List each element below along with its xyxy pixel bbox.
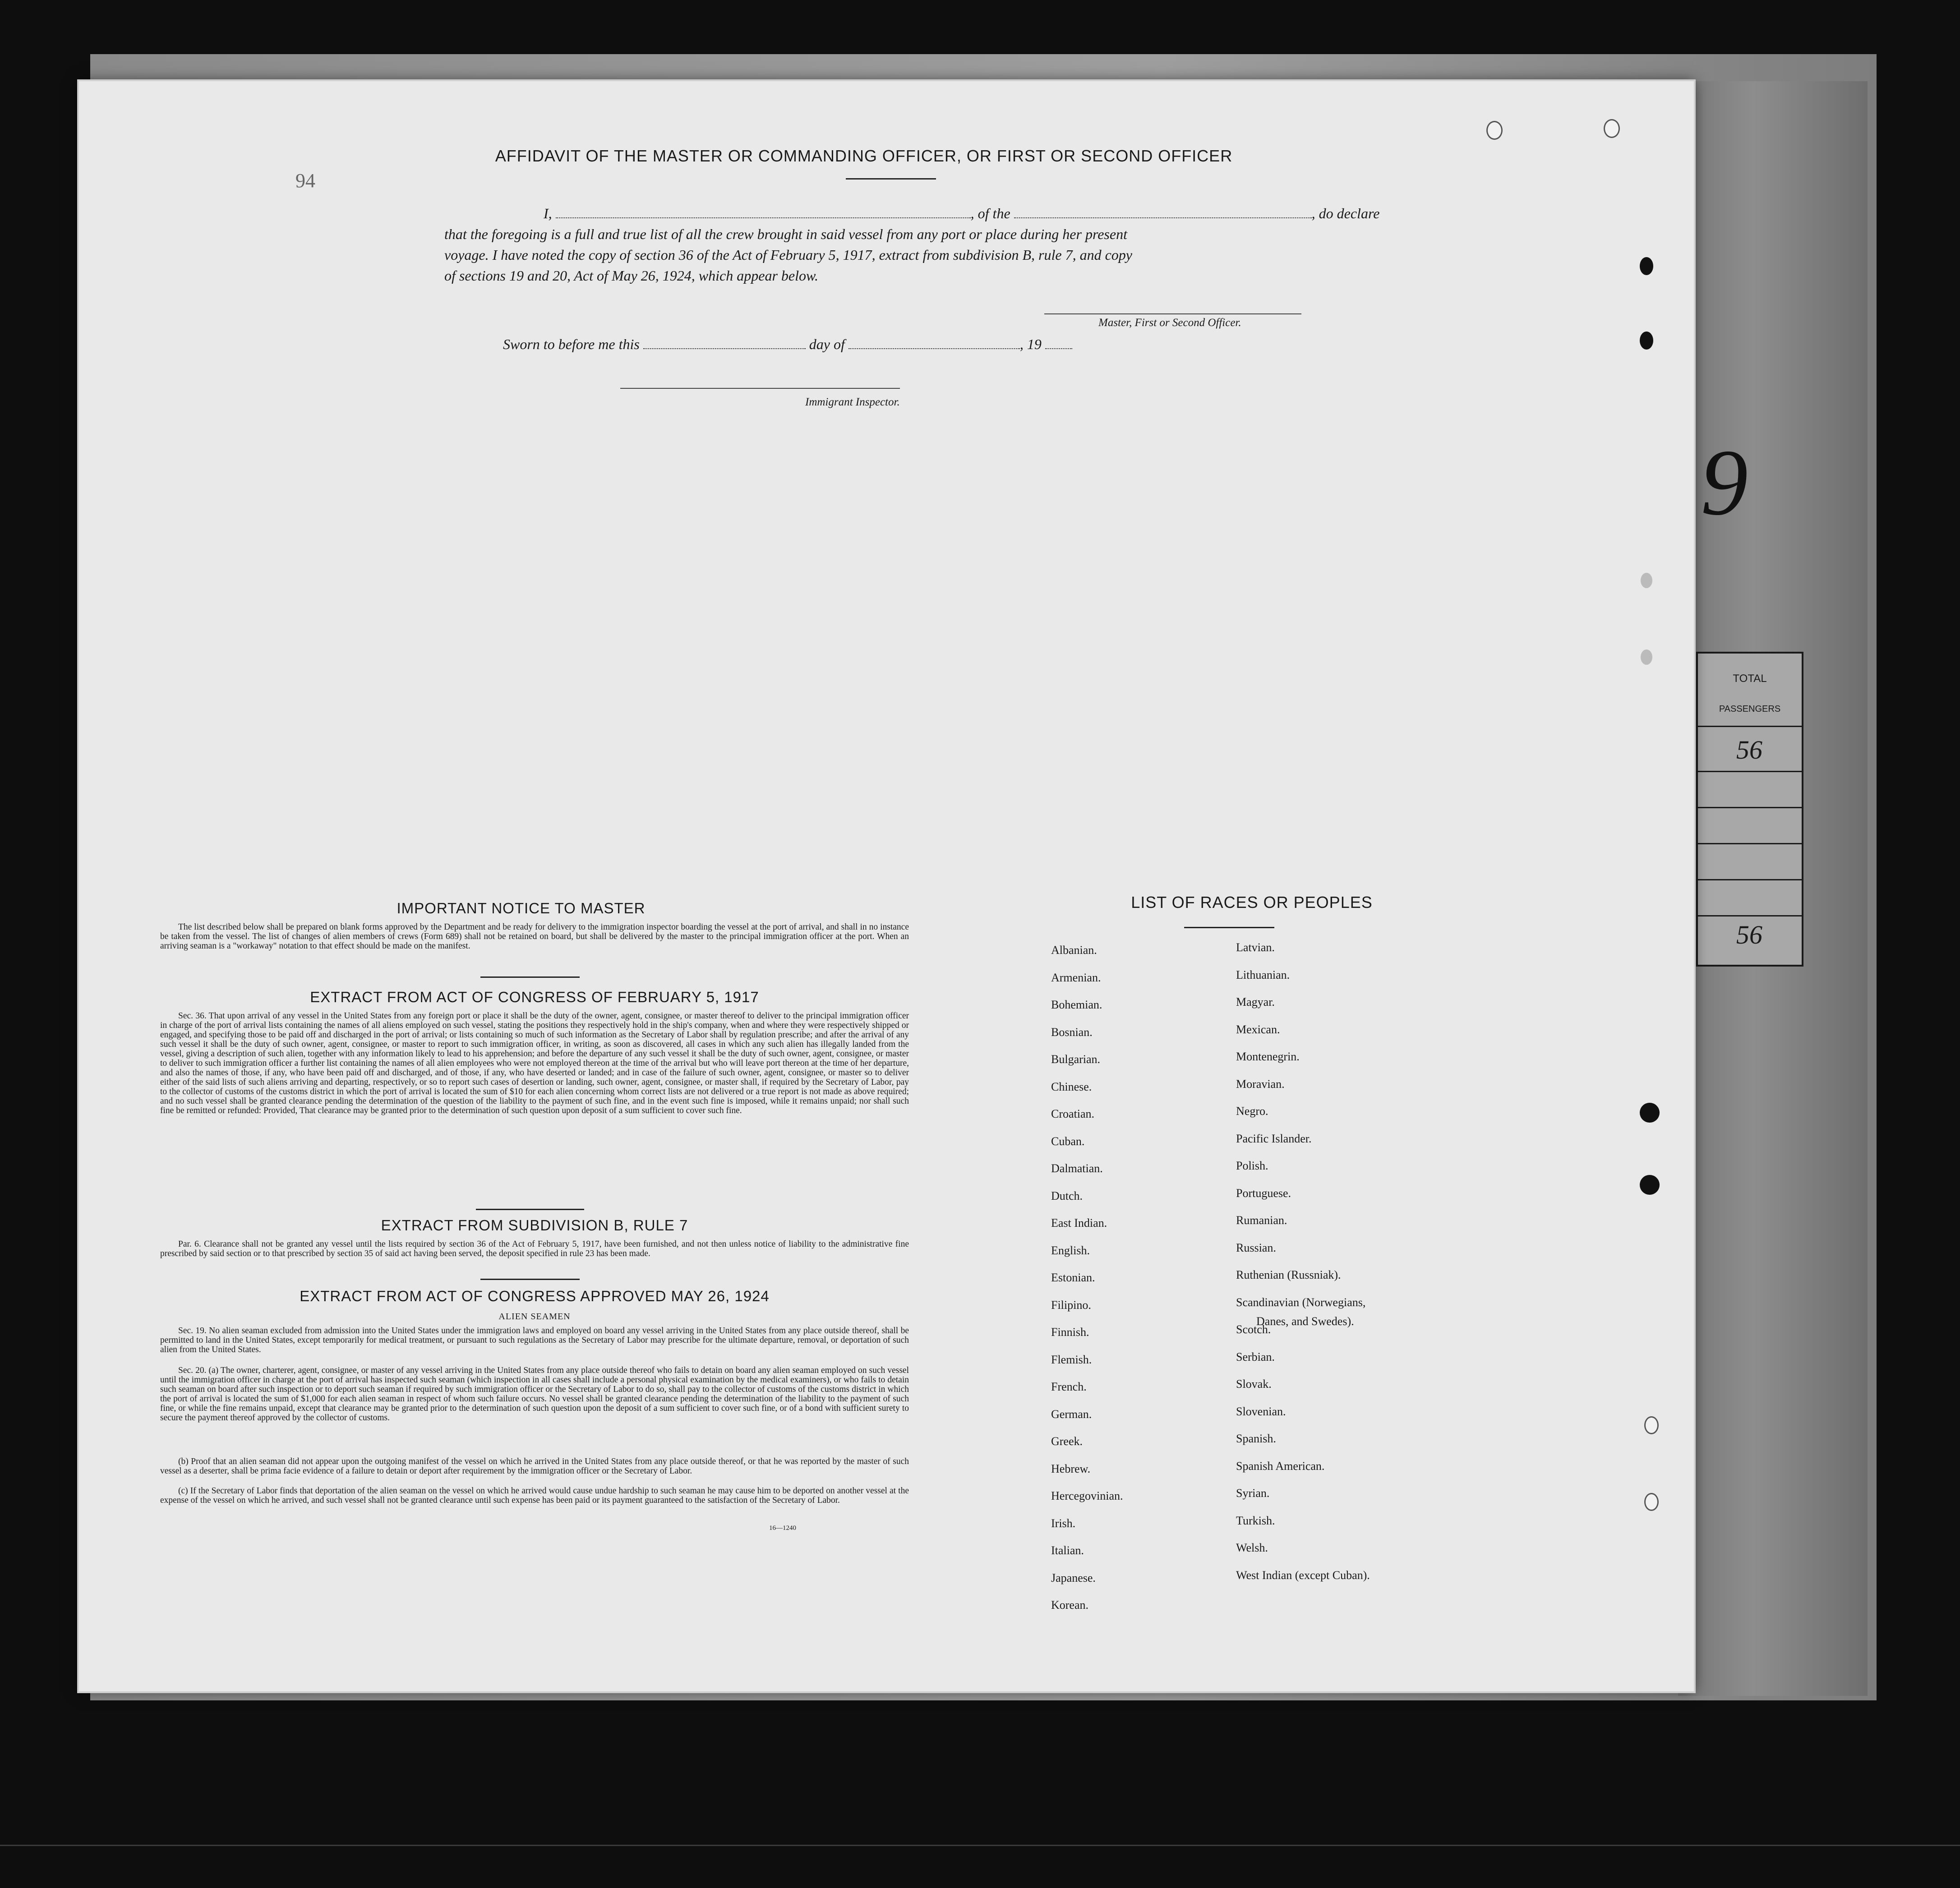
punch-hole	[1604, 119, 1620, 138]
day-of-label: day of	[809, 336, 845, 352]
total-passengers-table	[1696, 652, 1803, 967]
sworn-year-blank	[1045, 336, 1072, 349]
extract-1917-divider	[476, 1209, 584, 1210]
extract-1924-sec19: Sec. 19. No alien seaman excluded from admission into the United States under the immigration laws and employed on board any vessel arriving in the United States from any place outside thereof, shall be permitted to land in the United States, except temporarily for medical treatment, or pursuant to such regulations as the Secretary of Labor may prescribe for the ultimate departure, removal, or deportation of such alien from the United States.	[160, 1326, 909, 1354]
race-item: Slovenian.	[1236, 1404, 1286, 1418]
table-rule	[1698, 807, 1802, 808]
officer-name-blank	[556, 206, 971, 218]
race-item: Portuguese.	[1236, 1186, 1291, 1200]
extract-1924-sec20c: (c) If the Secretary of Labor finds that deportation of the alien seaman on the vessel on which he arrived would cause undue hardship to such seaman he may cause him to be deported on another vessel at the expense of the vessel on which he arrived, and such vessel shall not be granted clearance until such expense has been paid or its payment guaranteed to the satisfaction of the Secretary of Labor.	[160, 1486, 909, 1505]
extract-1924-title: EXTRACT FROM ACT OF CONGRESS APPROVED MAY 26, 1924	[300, 1288, 770, 1304]
race-item: Spanish American.	[1236, 1459, 1325, 1473]
master-signature-label: Master, First or Second Officer.	[1098, 317, 1241, 329]
affidavit-line4: of sections 19 and 20, Act of May 26, 1924, which appear below.	[444, 267, 818, 284]
punch-hole	[1641, 573, 1652, 588]
race-item: Scandinavian (Norwegians,	[1236, 1295, 1366, 1309]
total-passengers-value-top: 56	[1736, 735, 1762, 764]
race-item: Hebrew.	[1051, 1462, 1091, 1475]
master-signature-line	[1044, 313, 1301, 314]
race-item: East Indian.	[1051, 1216, 1107, 1230]
race-item: Irish.	[1051, 1516, 1076, 1530]
table-header-total: TOTAL	[1733, 672, 1767, 685]
extract-1924-sec20b: (b) Proof that an alien seaman did not appear upon the outgoing manifest of the vessel on which he arrived in the United States from any place outside thereof, or that he was reported by the master of such vessel as a deserter, shall be prima facie evidence of a failure to detain or deport after requirement by the immigration officer or the Secretary of Labor.	[160, 1457, 909, 1476]
race-item: Syrian.	[1236, 1487, 1270, 1500]
total-passengers-value-bottom: 56	[1736, 920, 1762, 949]
scan-border-line	[0, 1845, 1960, 1846]
race-item: Magyar.	[1236, 995, 1275, 1008]
affidavit-line2: that the foregoing is a full and true list of all the crew brought in said vessel from any port or place during her present	[444, 226, 1127, 242]
race-item: Latvian.	[1236, 941, 1275, 954]
punch-hole	[1640, 1175, 1660, 1195]
affidavit-page	[79, 81, 1694, 1691]
race-item: Armenian.	[1051, 971, 1101, 984]
races-title: LIST OF RACES OR PEOPLES	[1131, 893, 1373, 912]
extract-1917-title: EXTRACT FROM ACT OF CONGRESS OF FEBRUARY 5, 1917	[310, 989, 759, 1005]
race-item: German.	[1051, 1407, 1092, 1421]
race-item: Spanish.	[1236, 1432, 1276, 1445]
race-item: Albanian.	[1051, 944, 1097, 957]
race-item: Korean.	[1051, 1598, 1089, 1612]
extract-rule7-divider	[480, 1279, 580, 1280]
extract-1924-sec20a: Sec. 20. (a) The owner, charterer, agent, consignee, or master of any vessel arriving in the United States from any place outside thereof who fails to detain on board any alien seaman employed on such vessel until the immigration officer in charge at the port of arrival has inspected such seaman (which inspection in all cases shall include a personal physical examination by the medical examiners), or who fails to detain such seaman on board after such inspection or to deport such seaman if required by such immigration officer or the Secretary of Labor to do so, shall pay to the collector of customs of the customs district in which the port of arrival is located the sum of $1,000 for each alien seaman in respect of whom such failure occurs. No vessel shall be granted clearance pending the determination of the liability to the payment of such fine, or while the fine remains unpaid, except that clearance may be granted prior to the determination of such question upon the deposit of a sum sufficient to cover such fine, or of a bond with sufficient surety to secure the payment thereof approved by the collector of customs.	[160, 1366, 909, 1423]
race-item: Welsh.	[1236, 1541, 1268, 1554]
race-item: French.	[1051, 1380, 1087, 1393]
sworn-month-blank	[849, 336, 1020, 349]
race-item: Scotch.	[1236, 1323, 1271, 1336]
punch-hole	[1486, 121, 1503, 140]
race-item: Hercegovinian.	[1051, 1489, 1123, 1502]
punch-hole	[1644, 1416, 1659, 1434]
table-rule	[1698, 915, 1802, 916]
race-item: Russian.	[1236, 1241, 1276, 1254]
extract-rule7-text: Par. 6. Clearance shall not be granted any vessel until the lists required by section 36 of the Act of February 5, 1917, have been furnished, and not then unless notice of liability to the administrative fine prescribed by said section or to that prescribed by section 35 of said act having been served, the deposit specified in rule 23 has been made.	[160, 1239, 909, 1258]
race-item: Croatian.	[1051, 1107, 1095, 1120]
race-item: Ruthenian (Russniak).	[1236, 1268, 1341, 1281]
punch-hole	[1640, 257, 1653, 275]
race-item: Dalmatian.	[1051, 1162, 1103, 1175]
year-label: , 19	[1019, 336, 1042, 352]
race-item: Dutch.	[1051, 1189, 1083, 1202]
table-rule	[1698, 771, 1802, 772]
extract-rule7-title: EXTRACT FROM SUBDIVISION B, RULE 7	[381, 1217, 688, 1234]
punch-hole	[1640, 332, 1653, 350]
race-item: Bohemian.	[1051, 998, 1102, 1011]
inspector-signature-line	[620, 388, 900, 389]
race-item: Turkish.	[1236, 1514, 1275, 1527]
race-item: Bosnian.	[1051, 1025, 1093, 1039]
punch-hole	[1641, 649, 1652, 665]
extract-1924-subtitle: ALIEN SEAMEN	[498, 1312, 571, 1322]
table-rule	[1698, 879, 1802, 880]
race-item: Pacific Islander.	[1236, 1132, 1312, 1145]
race-item: Rumanian.	[1236, 1214, 1287, 1227]
race-item: Estonian.	[1051, 1271, 1095, 1284]
table-rule	[1698, 843, 1802, 844]
form-number: 16—1240	[769, 1524, 796, 1532]
affidavit-title: AFFIDAVIT OF THE MASTER OR COMMANDING OFFICER, OR FIRST OR SECOND OFFICER	[495, 147, 1233, 165]
race-item: Moravian.	[1236, 1077, 1285, 1091]
race-item: Flemish.	[1051, 1353, 1092, 1366]
race-item: Serbian.	[1236, 1350, 1275, 1363]
notice-text: The list described below shall be prepared on blank forms approved by the Department and be ready for delivery to the immigration inspector boarding the vessel at the port of arrival, and shall in no instance be taken from the vessel. The list of changes of alien members of crews (Form 689) shall not be retained on board, but shall be delivered by the master to the principal immigration officer at the port. When an arriving seaman is a "workaway" notation to that effect should be made on the manifest.	[160, 922, 909, 951]
race-item: Negro.	[1236, 1105, 1268, 1118]
sworn-day-blank	[643, 336, 806, 349]
race-item: Japanese.	[1051, 1571, 1096, 1584]
affidavit-line3: voyage. I have noted the copy of section 36 of the Act of February 5, 1917, extract from subdivision B, rule 7, and copy	[444, 247, 1132, 263]
of-the-label: , of the	[970, 205, 1010, 221]
punch-hole	[1644, 1493, 1659, 1511]
affidavit-declaration-line1	[526, 203, 1414, 224]
extract-1917-text: Sec. 36. That upon arrival of any vessel in the United States from any foreign port or place it shall be the duty of the owner, agent, consignee, or master thereof to deliver to the principal immigration officer in charge of the port of arrival lists containing the names of all aliens employed on such vessel, stating the positions they respectively hold in the ship's company, when and where they were respectively shipped or engaged, and specifying those to be paid off and discharged in the port of arrival; or lists containing so much of such information as the Secretary of Labor shall by regulation prescribe; and after the arrival of any such vessel it shall be the duty of such owner, agent, consignee, or master to report to such immigration officer, in writing, as soon as discovered, all cases in which any such alien has illegally landed from the vessel, giving a description of such alien, together with any information likely to lead to his apprehension; and before the departure of any such vessel it shall be the duty of such owner, agent, consignee, or master to deliver to such immigration officer a further list containing the names of all alien employees who were not employed thereon at the time of the arrival but who will leave port thereon at the time of her departure, and also the names of those, if any, who have been paid off and discharged, and of those, if any, who have deserted or landed; and in case of the failure of such owner, agent, consignee, or master so to deliver either of the said lists of such aliens arriving and departing, respectively, or so to report such cases of desertion or landing, such owner, agent, consignee, or master shall, if required by the Secretary of Labor, pay to the collector of customs of the customs district in which the port of arrival is located the sum of $10 for each alien concerning whom correct lists are not delivered or a true report is not made as above required; and no such vessel shall be granted clearance pending the determination of the question of the liability to the payment of such fine, and in the event such fine is imposed, while it remains unpaid; nor shall such fine be remitted or refunded: Provided, That clearance may be granted prior to the determination of such question upon deposit of a sum sufficient to cover such fine.	[160, 1011, 909, 1115]
do-declare-label: , do declare	[1311, 205, 1380, 221]
handwritten-margin-number: 9	[1701, 430, 1748, 535]
race-item: Finnish.	[1051, 1326, 1089, 1339]
table-header-passengers: PASSENGERS	[1719, 704, 1781, 714]
race-item: Slovak.	[1236, 1377, 1272, 1391]
race-item: Lithuanian.	[1236, 968, 1290, 981]
corner-mark: 94	[295, 170, 315, 192]
race-item: West Indian (except Cuban).	[1236, 1568, 1370, 1582]
race-item: Cuban.	[1051, 1134, 1085, 1148]
title-underline	[846, 178, 936, 180]
races-title-underline	[1184, 927, 1274, 928]
vessel-name-blank	[1014, 206, 1312, 218]
race-item: English.	[1051, 1243, 1090, 1257]
notice-divider	[480, 976, 580, 978]
table-rule	[1698, 726, 1802, 727]
race-item: Mexican.	[1236, 1022, 1280, 1036]
sworn-line	[503, 334, 1270, 355]
race-item-scandinavian-continuation: Danes, and Swedes).	[1256, 1315, 1354, 1328]
race-item: Greek.	[1051, 1435, 1083, 1448]
i-label: I,	[544, 205, 552, 221]
race-item: Filipino.	[1051, 1298, 1091, 1312]
notice-title: IMPORTANT NOTICE TO MASTER	[397, 900, 646, 916]
race-item: Italian.	[1051, 1544, 1084, 1557]
race-item: Montenegrin.	[1236, 1050, 1300, 1063]
sworn-label: Sworn to before me this	[503, 336, 640, 352]
race-item: Bulgarian.	[1051, 1053, 1101, 1066]
race-item: Chinese.	[1051, 1080, 1092, 1093]
inspector-label: Immigrant Inspector.	[805, 396, 900, 408]
punch-hole	[1640, 1103, 1660, 1123]
race-item: Polish.	[1236, 1159, 1268, 1172]
